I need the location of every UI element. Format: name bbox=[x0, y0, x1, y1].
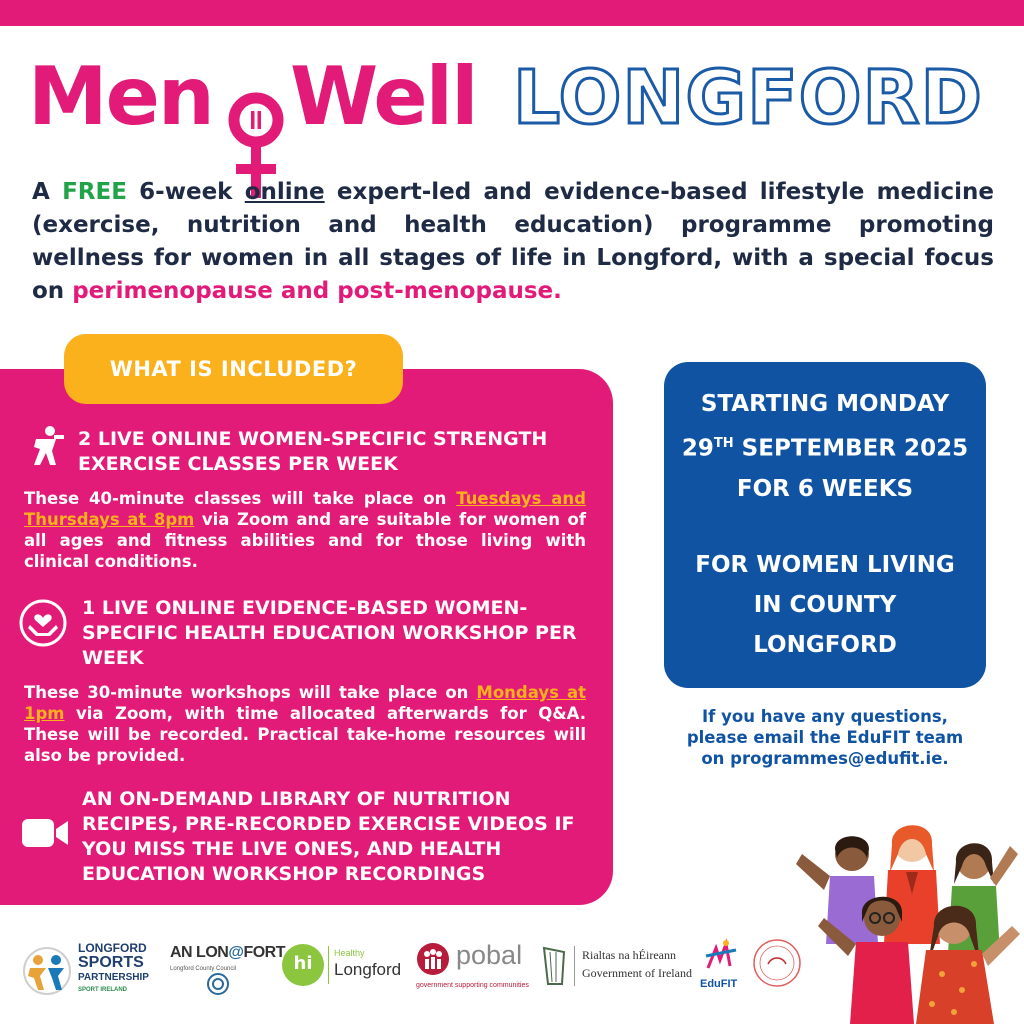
start-line1: STARTING MONDAY bbox=[700, 391, 950, 417]
edufit-icon bbox=[702, 938, 742, 976]
section3-title: AN ON-DEMAND LIBRARY OF NUTRITION RECIPES, PRE-RECORDED EXERCISE VIDEOS IF YOU MISS THE LIVE ONES, AND HEALTH EDUCATION WORKSHOP RECORDINGS bbox=[82, 788, 575, 885]
start-duration: FOR 6 WEEKS bbox=[736, 475, 914, 502]
exercise-person-icon bbox=[26, 425, 66, 469]
healthy-small: Healthy bbox=[334, 948, 365, 958]
title-longford: LONGFORD bbox=[513, 55, 983, 141]
intro-text: expert-led and evidence-based lifestyle medicine (exercise, nutrition and health education) programme promoting wellness for women in all stages of life in Longford, with a special focus on bbox=[32, 179, 994, 304]
an-longfort-logo: AN LON@FORT Longford County Council bbox=[170, 944, 270, 1000]
section1-title: 2 LIVE ONLINE WOMEN-SPECIFIC STRENGTH EXERCISE CLASSES PER WEEK bbox=[78, 428, 548, 475]
longford-sports-partnership-logo bbox=[22, 942, 157, 1002]
women-group-illustration bbox=[782, 814, 1024, 1024]
section2-schedule: Mondays at 1pm bbox=[24, 683, 586, 723]
healthy-big: Longford bbox=[334, 960, 402, 979]
pobal-text: pobal bbox=[456, 940, 523, 970]
included-tab: WHAT IS INCLUDED? bbox=[64, 334, 403, 404]
section2-text: via Zoom, with time allocated afterwards for Q&A. These will be recorded. Practical take-home resources will also be provided. bbox=[24, 704, 586, 765]
lsp-line1: LONGFORD bbox=[78, 941, 147, 955]
start-date bbox=[664, 424, 986, 469]
contact-info bbox=[664, 706, 986, 769]
hi-text: hi bbox=[293, 953, 313, 974]
intro-free: FREE bbox=[62, 179, 127, 205]
section2-text: These 30-minute workshops will take place on bbox=[24, 683, 477, 702]
alf-text1: AN LON bbox=[170, 944, 229, 961]
video-camera-icon bbox=[22, 817, 70, 849]
hi-badge bbox=[282, 944, 324, 986]
harp-icon bbox=[540, 944, 568, 988]
alf-text2: FORT bbox=[243, 944, 285, 961]
top-accent-bar bbox=[0, 0, 1024, 26]
edufit-text: EduFIT bbox=[700, 978, 738, 990]
heart-hands-icon bbox=[18, 598, 68, 648]
spiral-icon bbox=[206, 972, 230, 996]
eligibility-line2: IN COUNTY bbox=[753, 591, 897, 618]
section1-schedule: Tuesdays and Thursdays at 8pm bbox=[24, 489, 586, 529]
intro-online: online bbox=[244, 179, 325, 205]
pobal-icon bbox=[416, 942, 450, 976]
intro-text: 6-week bbox=[126, 179, 245, 205]
section1-description bbox=[24, 488, 586, 572]
government-of-ireland-logo bbox=[540, 944, 700, 994]
alf-subtitle: Longford County Council bbox=[170, 966, 237, 972]
title-well: Well bbox=[290, 50, 477, 143]
contact-line2: please email the EduFIT team bbox=[686, 728, 964, 747]
start-month-year: SEPTEMBER 2025 bbox=[733, 435, 969, 462]
intro-focus: perimenopause and post-menopause. bbox=[72, 278, 562, 304]
section1-text: via Zoom and are suitable for women of all ages and fitness abilities and for those living with clinical conditions. bbox=[24, 510, 587, 571]
start-day-suffix: TH bbox=[713, 436, 734, 451]
start-date-panel bbox=[664, 362, 986, 688]
sponsor-logos bbox=[0, 930, 800, 1010]
lsp-line3: PARTNERSHIP bbox=[78, 972, 149, 983]
contact-email[interactable]: on programmes@edufit.ie. bbox=[701, 749, 949, 768]
eligibility-line1: FOR WOMEN LIVING bbox=[695, 551, 955, 578]
gov-line1: Rialtas na hÉireann bbox=[582, 948, 676, 962]
gov-line2: Government of Ireland bbox=[582, 966, 692, 980]
intro-text: A bbox=[32, 179, 63, 205]
eligibility-line3: LONGFORD bbox=[753, 631, 897, 658]
lsp-line4: SPORT IRELAND bbox=[78, 987, 128, 993]
pobal-logo bbox=[416, 942, 536, 998]
section2-description bbox=[24, 682, 586, 766]
section1-text: These 40-minute classes will take place on bbox=[24, 489, 457, 508]
section2-title: 1 LIVE ONLINE EVIDENCE-BASED WOMEN-SPECIFIC HEALTH EDUCATION WORKSHOP PER WEEK bbox=[82, 597, 577, 669]
contact-line1: If you have any questions, bbox=[702, 707, 948, 726]
sports-figures-icon bbox=[22, 946, 72, 996]
start-day: 29 bbox=[681, 435, 714, 462]
lsp-line2: SPORTS bbox=[78, 954, 144, 971]
intro-paragraph bbox=[32, 176, 994, 308]
title-meno: Men bbox=[28, 50, 213, 143]
healthy-longford-logo bbox=[282, 944, 412, 994]
edufit-logo bbox=[700, 938, 744, 994]
pobal-subtitle: government supporting communities bbox=[416, 982, 529, 989]
